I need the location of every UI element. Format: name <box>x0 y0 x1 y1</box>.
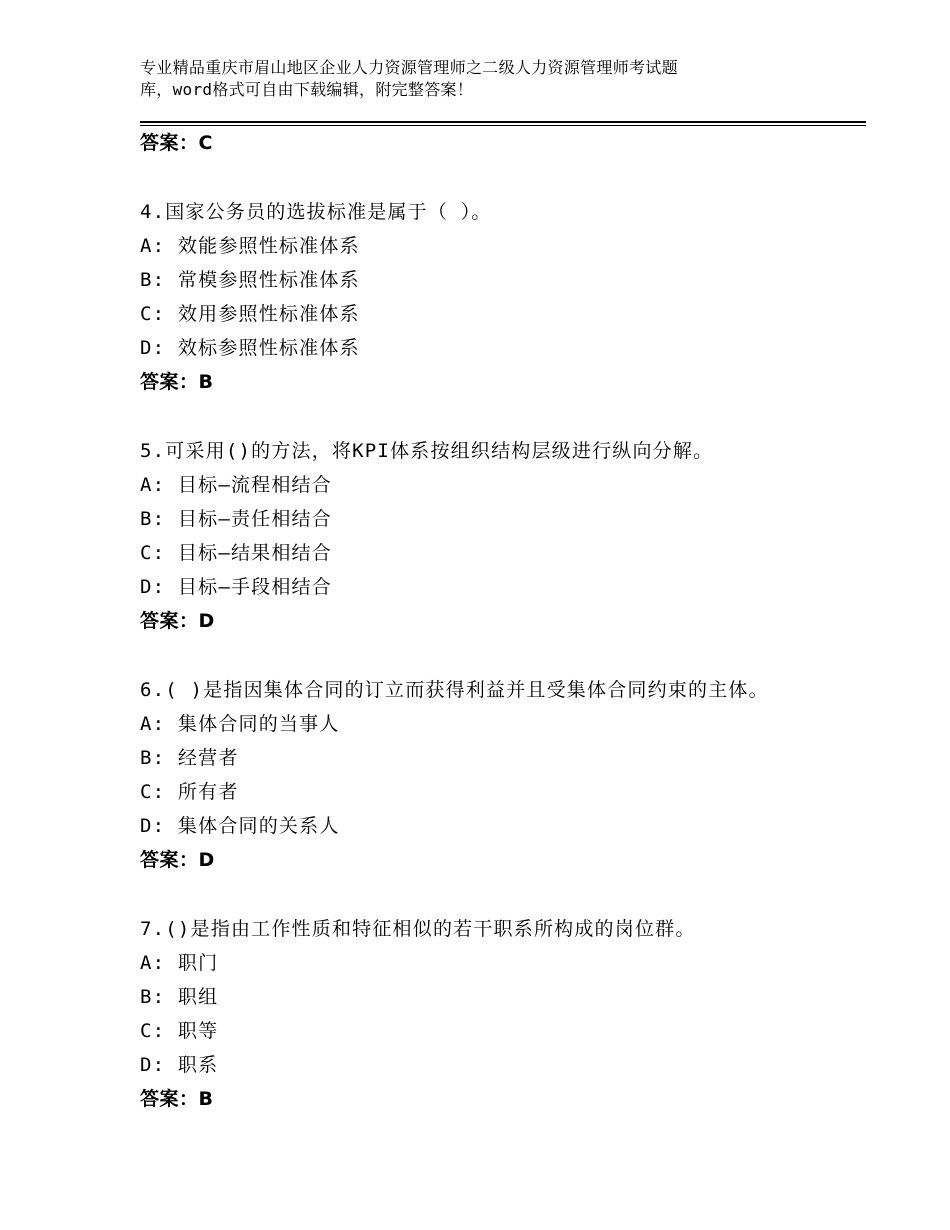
question-6-option-c: C: 所有者 <box>140 781 239 803</box>
question-7-stem: 7.()是指由工作性质和特征相似的若干职系所构成的岗位群。 <box>140 918 696 940</box>
question-4-option-a: A: 效能参照性标准体系 <box>140 235 360 257</box>
question-4-answer: 答案：B <box>140 371 214 393</box>
question-5-answer: 答案：D <box>140 610 215 632</box>
header-line-1: 专业精品重庆市眉山地区企业人力资源管理师之二级人力资源管理师考试题 <box>140 58 678 77</box>
question-6-option-a: A: 集体合同的当事人 <box>140 713 340 735</box>
question-5-option-b: B: 目标—责任相结合 <box>140 508 332 530</box>
question-7-option-a: A: 职门 <box>140 952 219 974</box>
question-7-option-c: C: 职等 <box>140 1020 219 1042</box>
question-6-option-b: B: 经营者 <box>140 747 239 769</box>
question-4-option-d: D: 效标参照性标准体系 <box>140 337 360 359</box>
question-6-stem: 6.( )是指因集体合同的订立而获得利益并且受集体合同约束的主体。 <box>140 679 769 701</box>
question-7-option-b: B: 职组 <box>140 986 219 1008</box>
question-7-answer: 答案：B <box>140 1088 214 1110</box>
header-divider-thin <box>140 125 866 126</box>
header-divider <box>140 121 866 123</box>
question-4-option-c: C: 效用参照性标准体系 <box>140 303 360 325</box>
question-5-stem: 5.可采用()的方法，将KPI体系按组织结构层级进行纵向分解。 <box>140 440 714 462</box>
prev-answer: 答案：C <box>140 132 213 154</box>
question-6-answer: 答案：D <box>140 849 215 871</box>
question-5-option-a: A: 目标—流程相结合 <box>140 474 332 496</box>
question-5-option-d: D: 目标—手段相结合 <box>140 576 332 598</box>
question-5-option-c: C: 目标—结果相结合 <box>140 542 332 564</box>
question-4-option-b: B: 常模参照性标准体系 <box>140 269 360 291</box>
header-line-2: 库，word格式可自由下载编辑，附完整答案！ <box>140 80 474 99</box>
question-4-stem: 4.国家公务员的选拔标准是属于（ ）。 <box>140 201 492 223</box>
question-6-option-d: D: 集体合同的关系人 <box>140 815 340 837</box>
page-header <box>140 57 780 101</box>
question-7-option-d: D: 职系 <box>140 1054 219 1076</box>
